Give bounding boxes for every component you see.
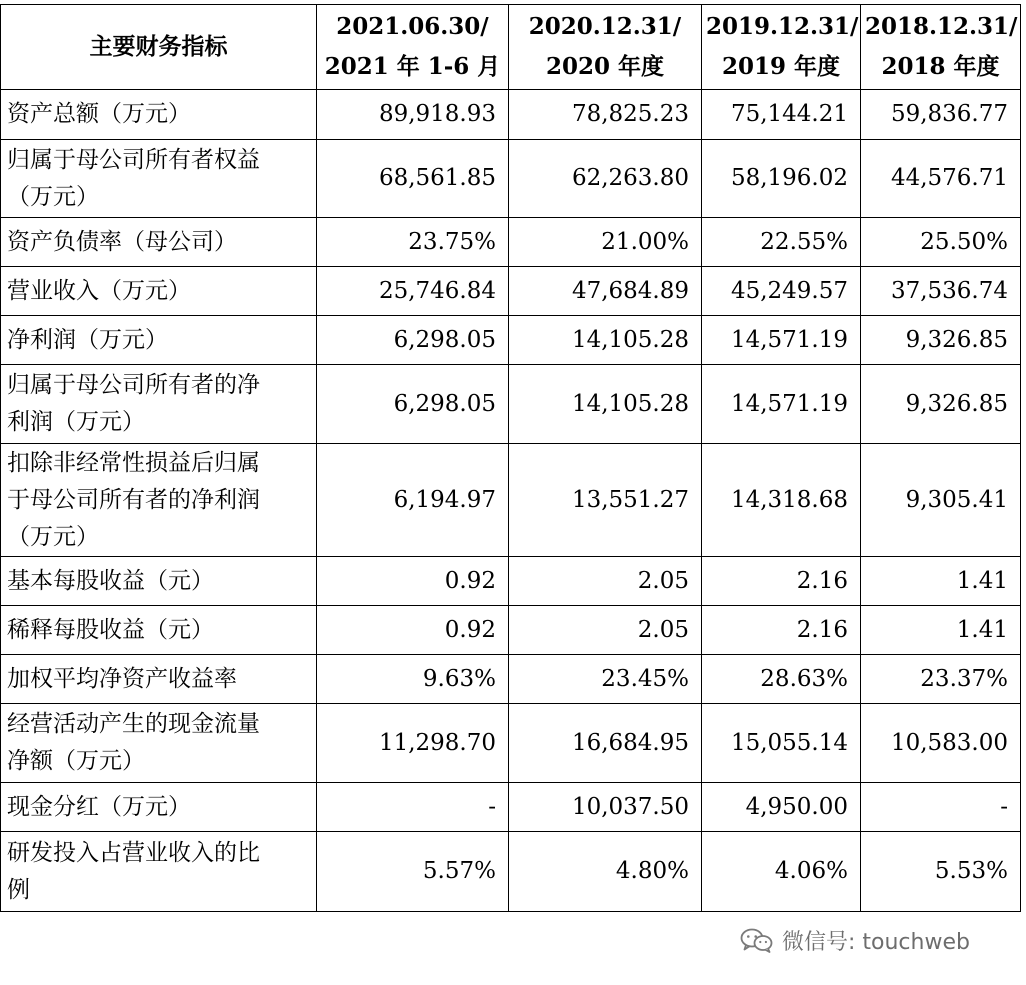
cell-value: 4.06%	[702, 832, 861, 912]
cell-value: 5.57%	[317, 832, 509, 912]
cell-value: 28.63%	[702, 655, 861, 704]
cell-value: 0.92	[317, 606, 509, 655]
row-label-line: 加权平均净资产收益率	[7, 665, 237, 692]
financial-indicators-table	[0, 4, 1021, 912]
row-label	[1, 655, 317, 704]
table-row	[1, 365, 1021, 444]
cell-value: 37,536.74	[861, 267, 1021, 316]
cell-value: -	[317, 783, 509, 832]
cell-value: 25,746.84	[317, 267, 509, 316]
row-label-line: 研发投入占营业收入的比	[7, 839, 260, 866]
header-2021h1-date: 2021.06.30/	[336, 13, 489, 40]
cell-value: 4,950.00	[702, 783, 861, 832]
header-2020-date: 2020.12.31/	[528, 13, 682, 40]
row-label	[1, 444, 317, 557]
header-2019-date: 2019.12.31/	[706, 13, 859, 40]
cell-value: 9,326.85	[861, 365, 1021, 444]
header-2021h1-period: 2021 年 1-6 月	[324, 53, 501, 80]
row-label	[1, 218, 317, 267]
cell-value: 23.45%	[509, 655, 702, 704]
cell-value: 11,298.70	[317, 704, 509, 783]
cell-value: 23.37%	[861, 655, 1021, 704]
header-2021h1	[317, 5, 509, 90]
row-label-line: 净利润（万元）	[7, 326, 168, 353]
cell-value: 89,918.93	[317, 90, 509, 140]
row-label-line: 扣除非经常性损益后归属	[7, 449, 260, 476]
cell-value: 4.80%	[509, 832, 702, 912]
row-label-line: 利润（万元）	[7, 409, 145, 435]
row-label-line: （万元）	[7, 523, 99, 550]
wechat-watermark	[740, 920, 970, 960]
header-2018	[861, 5, 1021, 90]
row-label	[1, 783, 317, 832]
cell-value: 1.41	[861, 557, 1021, 606]
table-row	[1, 783, 1021, 832]
cell-value: 6,194.97	[317, 444, 509, 557]
row-label-line: 归属于母公司所有者权益	[7, 146, 260, 173]
cell-value: 14,105.28	[509, 365, 702, 444]
row-label-line: 稀释每股收益（元）	[7, 616, 214, 643]
row-label-line: 归属于母公司所有者的净	[7, 372, 260, 398]
cell-value: 5.53%	[861, 832, 1021, 912]
watermark-text: 微信号: touchweb	[782, 929, 970, 955]
header-2018-period: 2018 年度	[881, 53, 1000, 80]
row-label	[1, 267, 317, 316]
table-row	[1, 655, 1021, 704]
header-2020-period: 2020 年度	[545, 53, 665, 80]
header-indicator: 主要财务指标	[1, 5, 317, 90]
row-label-line: 现金分红（万元）	[7, 793, 191, 820]
cell-value: 75,144.21	[702, 90, 861, 140]
table-row	[1, 90, 1021, 140]
cell-value: 16,684.95	[509, 704, 702, 783]
table-row	[1, 606, 1021, 655]
row-label-line: 资产总额（万元）	[7, 101, 191, 127]
cell-value: 25.50%	[861, 218, 1021, 267]
cell-value: 2.05	[509, 606, 702, 655]
cell-value: 9,326.85	[861, 316, 1021, 365]
cell-value: 9,305.41	[861, 444, 1021, 557]
table-row	[1, 140, 1021, 218]
header-2019-period: 2019 年度	[721, 53, 841, 80]
cell-value: 2.16	[702, 557, 861, 606]
cell-value: 14,571.19	[702, 316, 861, 365]
cell-value: 10,583.00	[861, 704, 1021, 783]
row-label	[1, 316, 317, 365]
row-label	[1, 606, 317, 655]
row-label-line: 例	[7, 876, 30, 903]
cell-value: 59,836.77	[861, 90, 1021, 140]
row-label-line: 基本每股收益（元）	[7, 567, 214, 594]
table-row	[1, 316, 1021, 365]
cell-value: 14,318.68	[702, 444, 861, 557]
row-label	[1, 704, 317, 783]
cell-value: 1.41	[861, 606, 1021, 655]
cell-value: -	[861, 783, 1021, 832]
table-row	[1, 557, 1021, 606]
cell-value: 58,196.02	[702, 140, 861, 218]
cell-value: 6,298.05	[317, 365, 509, 444]
row-label-line: （万元）	[7, 183, 99, 210]
table-row	[1, 704, 1021, 783]
table-row	[1, 444, 1021, 557]
cell-value: 0.92	[317, 557, 509, 606]
row-label	[1, 832, 317, 912]
row-label	[1, 90, 317, 140]
cell-value: 21.00%	[509, 218, 702, 267]
table-row	[1, 218, 1021, 267]
cell-value: 14,571.19	[702, 365, 861, 444]
row-label-line: 经营活动产生的现金流量	[7, 711, 260, 737]
cell-value: 2.16	[702, 606, 861, 655]
cell-value: 2.05	[509, 557, 702, 606]
cell-value: 45,249.57	[702, 267, 861, 316]
table-row	[1, 832, 1021, 912]
cell-value: 22.55%	[702, 218, 861, 267]
header-2020	[509, 5, 702, 90]
table-row	[1, 267, 1021, 316]
header-2019	[702, 5, 861, 90]
cell-value: 15,055.14	[702, 704, 861, 783]
table-header-row	[1, 5, 1021, 90]
cell-value: 10,037.50	[509, 783, 702, 832]
cell-value: 23.75%	[317, 218, 509, 267]
cell-value: 78,825.23	[509, 90, 702, 140]
row-label-line: 营业收入（万元）	[7, 277, 191, 304]
cell-value: 47,684.89	[509, 267, 702, 316]
row-label-line: 于母公司所有者的净利润	[7, 486, 260, 513]
table-body	[1, 90, 1021, 912]
cell-value: 68,561.85	[317, 140, 509, 218]
row-label-line: 资产负债率（母公司）	[7, 228, 237, 255]
cell-value: 9.63%	[317, 655, 509, 704]
cell-value: 6,298.05	[317, 316, 509, 365]
cell-value: 62,263.80	[509, 140, 702, 218]
header-2018-date: 2018.12.31/	[865, 13, 1018, 40]
row-label-line: 净额（万元）	[7, 748, 145, 774]
cell-value: 14,105.28	[509, 316, 702, 365]
row-label	[1, 365, 317, 444]
row-label	[1, 557, 317, 606]
cell-value: 44,576.71	[861, 140, 1021, 218]
row-label	[1, 140, 317, 218]
wechat-icon	[740, 927, 774, 953]
cell-value: 13,551.27	[509, 444, 702, 557]
